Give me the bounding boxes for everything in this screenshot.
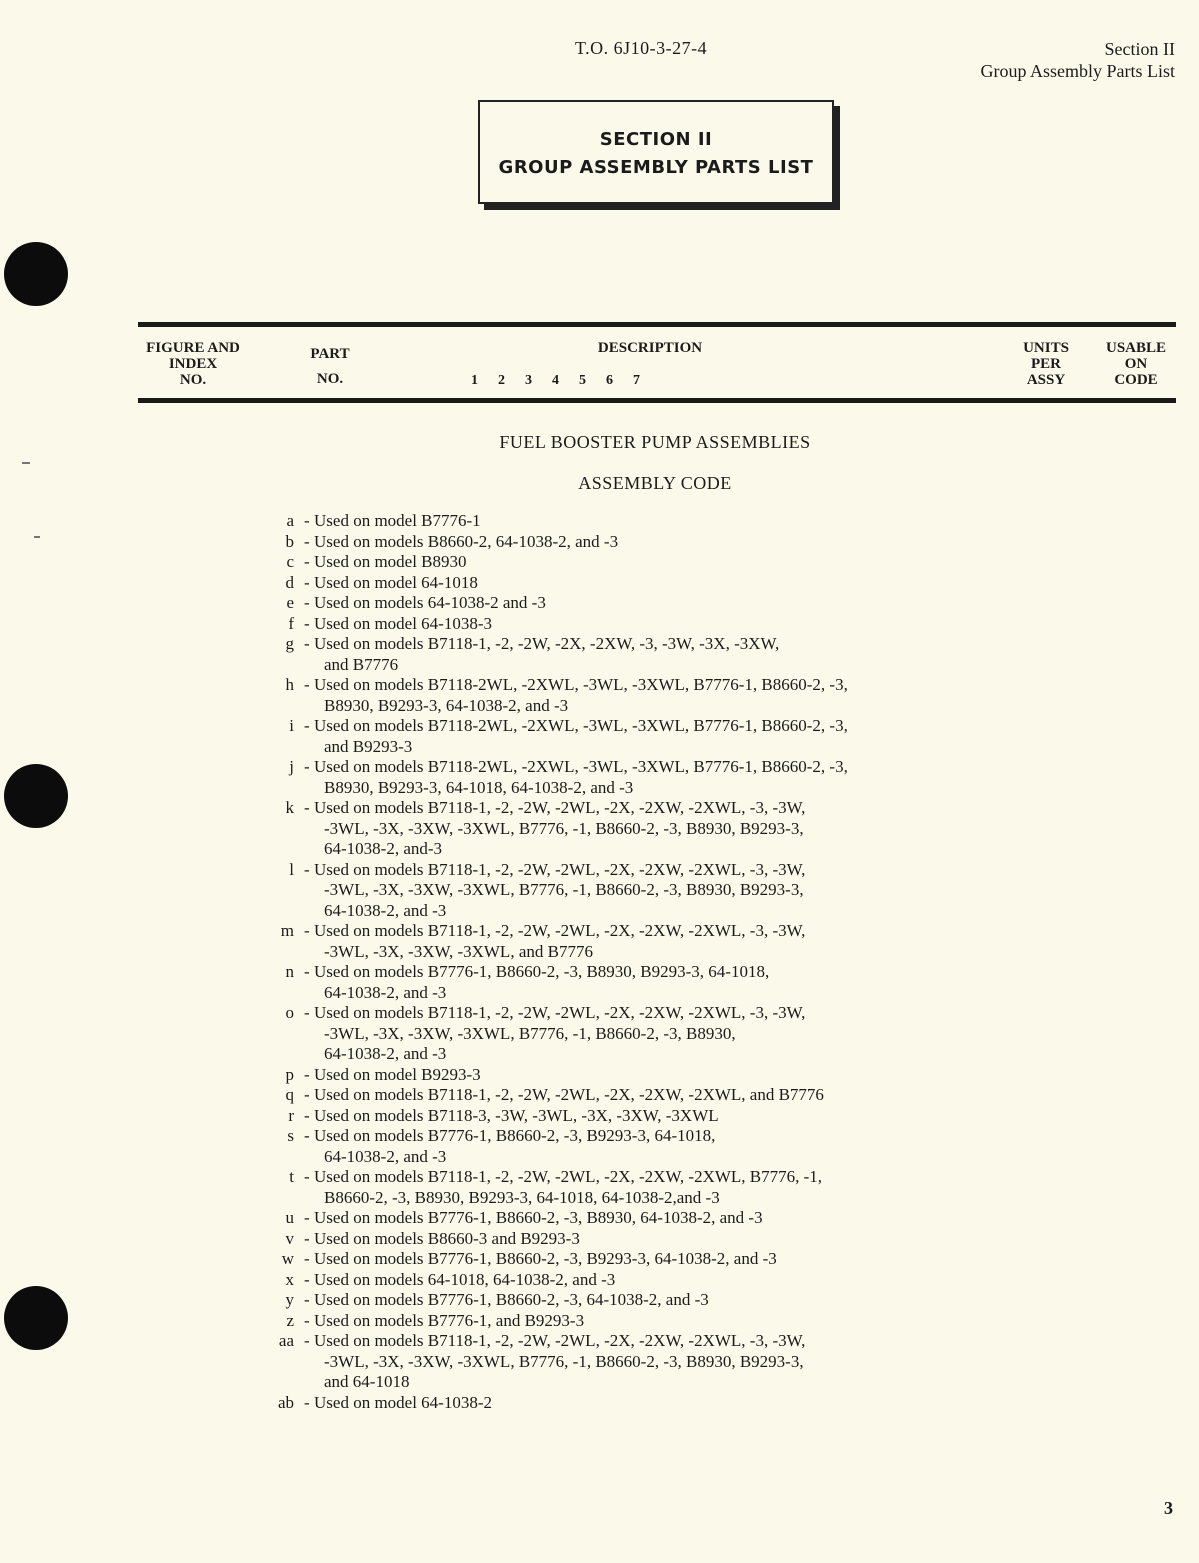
code-entry-continuation [258,1024,1044,1045]
code-description: 64-1038-2, and-3 [324,839,443,858]
code-entry-continuation [258,696,1044,717]
code-entry-continuation [258,880,1044,901]
sub-heading: ASSEMBLY CODE [578,473,732,493]
indent-level: 4 [552,373,559,388]
code-letter: l [289,859,294,879]
code-letter [258,983,304,1004]
code-description: Used on models B7776-1, and B9293-3 [314,1310,585,1330]
code-entry [258,634,1044,655]
code-letter [258,839,304,860]
code-description: 64-1038-2, and -3 [324,900,447,920]
code-letter: f [288,613,294,633]
code-separator: - [304,1105,310,1125]
code-description: Used on models B7118-1, -2, -2W, -2WL, -2X, -2XW, -2XWL, -3, -3W, [314,859,806,879]
code-description: and B9293-3 [324,736,413,756]
code-separator [304,839,314,860]
indent-level: 1 [471,373,478,388]
col-header-line: UNITS [1023,340,1069,356]
code-separator [304,1188,314,1209]
page-number: 3 [1164,1498,1173,1518]
code-letter [258,655,304,676]
col-header-line: NO. [316,371,344,387]
code-letter: w [281,1249,294,1268]
code-entry [258,1311,1044,1332]
col-header-line: ASSY [1026,372,1066,388]
code-separator: - [304,1064,310,1084]
code-separator: - [304,1331,310,1350]
code-entry [258,593,1044,614]
code-separator: - [304,1269,310,1289]
code-entry [258,1208,1044,1229]
running-header [980,38,1175,82]
code-description: B8930, B9293-3, 64-1038-2, and -3 [324,695,569,715]
code-separator [304,880,314,901]
code-description: 64-1038-2, and -3 [324,1146,447,1166]
code-description: Used on models B7118-2WL, -2XWL, -3WL, -3XWL, B7776-1, B8660-2, -3, [314,716,848,735]
code-separator: - [304,1249,310,1268]
col-header-figure-index [132,340,254,388]
code-separator: - [304,1228,310,1248]
indent-level: 3 [525,373,532,388]
code-separator [304,1147,314,1168]
code-letter [258,819,304,840]
code-letter: s [287,1126,294,1145]
code-letter [258,880,304,901]
indent-level: 7 [633,373,640,388]
code-description: and 64-1018 [324,1372,410,1391]
code-separator [304,778,314,799]
code-entry [258,1003,1044,1024]
code-description: Used on model 64-1018 [314,572,478,592]
code-separator: - [304,511,310,530]
code-letter: z [286,1310,294,1330]
code-separator: - [304,1310,310,1330]
code-description: Used on models B7776-1, B8660-2, -3, 64-1038-2, and -3 [314,1290,709,1309]
code-description: B8930, B9293-3, 64-1018, 64-1038-2, and -3 [324,777,634,797]
code-entry [258,962,1044,983]
code-separator [304,655,314,676]
code-letter [258,778,304,799]
code-description: Used on model 64-1038-3 [314,613,493,633]
code-description: Used on models B7776-1, B8660-2, -3, B9293-3, 64-1018, [314,1126,716,1145]
code-entry [258,552,1044,573]
code-separator [304,1044,314,1065]
code-entry [258,1106,1044,1127]
code-description: Used on models B7118-1, -2, -2W, -2WL, -2X, -2XW, -2XWL, -3, -3W, [314,921,806,940]
code-description: -3WL, -3X, -3XW, -3XWL, B7776, -1, B8660-2, -3, B8930, B9293-3, [324,818,804,838]
code-description: Used on models B7776-1, B8660-2, -3, B8930, 64-1038-2, and -3 [314,1208,763,1227]
code-letter: c [286,552,294,571]
code-letter: b [285,531,294,551]
code-separator: - [304,921,310,940]
code-description: Used on models B7776-1, B8660-2, -3, B9293-3, 64-1038-2, and -3 [314,1249,777,1268]
code-separator: - [304,613,310,633]
code-description: -3WL, -3X, -3XW, -3XWL, B7776, -1, B8660-2, -3, B8930, B9293-3, [324,880,804,899]
code-letter [258,1352,304,1373]
code-description: Used on models 64-1038-2 and -3 [314,593,546,612]
col-header-line: ON [1124,356,1148,372]
code-entry [258,532,1044,553]
col-header-units-per-assy [1010,340,1082,388]
code-separator: - [304,552,310,571]
col-header-line: FIGURE AND [146,340,240,356]
section-title: Group Assembly Parts List [980,61,1175,81]
code-entry [258,1290,1044,1311]
code-separator [304,983,314,1004]
code-letter: k [285,798,294,817]
code-letter: aa [278,1331,294,1350]
code-letter: u [285,1208,294,1227]
code-separator: - [304,572,310,592]
code-separator [304,942,314,963]
code-entry-continuation [258,1352,1044,1373]
table-header-rule-top [138,322,1176,327]
code-entry [258,1229,1044,1250]
code-entry [258,1331,1044,1352]
code-letter [258,901,304,922]
indent-level: 6 [606,373,613,388]
code-entry-continuation [258,737,1044,758]
code-separator [304,901,314,922]
code-entry-continuation [258,1147,1044,1168]
code-description: 64-1038-2, and -3 [324,982,447,1002]
code-separator [304,1352,314,1373]
code-entry-continuation [258,942,1044,963]
code-description: Used on model 64-1038-2 [314,1392,493,1412]
section-title-box [478,100,834,204]
code-separator [304,1372,314,1393]
code-entry [258,1167,1044,1188]
title-box-line-2: GROUP ASSEMBLY PARTS LIST [498,157,814,178]
code-entry-continuation [258,1188,1044,1209]
title-box-line-1: SECTION II [599,129,713,150]
code-separator: - [304,757,310,776]
col-header-line: NO. [179,372,207,388]
code-entry-continuation [258,819,1044,840]
code-description: Used on models B8660-2, 64-1038-2, and -3 [314,531,619,551]
code-separator: - [304,859,310,879]
section-label: Section II [1104,39,1175,59]
code-description: and B7776 [324,654,399,674]
code-description: Used on models 64-1018, 64-1038-2, and -3 [314,1269,616,1289]
code-letter: ab [277,1392,294,1412]
code-letter: p [285,1064,294,1084]
col-header-line: INDEX [168,356,218,372]
code-separator: - [304,798,310,817]
code-letter: h [285,675,294,694]
code-entry [258,757,1044,778]
col-header-line: PER [1031,356,1061,372]
indent-level: 5 [579,373,586,388]
scan-mark [34,536,40,538]
scan-mark [22,462,30,464]
col-header-part-no [290,346,370,387]
code-letter: v [285,1228,294,1248]
code-separator [304,737,314,758]
code-letter [258,1024,304,1045]
indent-level-numbers [471,371,660,389]
code-description: Used on model B8930 [314,552,467,571]
code-letter: e [286,593,294,612]
code-letter: n [285,962,294,981]
code-entry-continuation [258,901,1044,922]
code-separator: - [304,675,310,694]
assembly-code-list [258,511,1044,1413]
code-letter [258,1188,304,1209]
code-separator: - [304,634,310,653]
code-description: -3WL, -3X, -3XW, -3XWL, B7776, -1, B8660-2, -3, B8930, [324,1023,736,1043]
code-description: Used on models B7118-2WL, -2XWL, -3WL, -3XWL, B7776-1, B8660-2, -3, [314,757,848,776]
code-entry [258,1065,1044,1086]
code-letter: d [285,572,294,592]
code-letter [258,737,304,758]
code-entry [258,1270,1044,1291]
main-heading: FUEL BOOSTER PUMP ASSEMBLIES [499,432,811,452]
code-letter: m [280,921,294,940]
col-header-line: USABLE [1105,340,1167,356]
code-separator: - [304,531,310,551]
code-letter: j [289,757,294,776]
code-entry-continuation [258,839,1044,860]
code-description: Used on models B7118-1, -2, -2W, -2X, -2XW, -3, -3W, -3X, -3XW, [314,634,780,653]
code-entry [258,614,1044,635]
code-separator [304,696,314,717]
code-entry [258,675,1044,696]
code-separator: - [304,1208,310,1227]
code-separator: - [304,1126,310,1145]
code-entry [258,798,1044,819]
code-separator: - [304,1290,310,1309]
code-letter [258,1147,304,1168]
code-separator: - [304,1167,310,1186]
code-letter: t [289,1167,294,1186]
code-entry [258,1126,1044,1147]
table-header-rule-bottom [138,398,1176,403]
code-description: Used on models B7118-3, -3W, -3WL, -3X, -3XW, -3XWL [314,1105,719,1125]
code-description: Used on models B7118-1, -2, -2W, -2WL, -2X, -2XW, -2XWL, B7776, -1, [314,1167,823,1186]
code-entry [258,716,1044,737]
code-description: Used on models B7118-1, -2, -2W, -2WL, -2X, -2XW, -2XWL, -3, -3W, [314,1003,806,1022]
binder-hole-top [4,242,68,306]
code-letter [258,696,304,717]
code-separator: - [304,962,310,981]
code-letter: r [288,1105,294,1125]
code-description: Used on models B8660-3 and B9293-3 [314,1228,580,1248]
code-separator: - [304,1392,310,1412]
code-letter: a [286,511,294,530]
col-header-description: DESCRIPTION [597,340,703,356]
code-description: Used on models B7118-2WL, -2XWL, -3WL, -3XWL, B7776-1, B8660-2, -3, [314,675,848,694]
code-description: Used on models B7118-1, -2, -2W, -2WL, -2X, -2XW, -2XWL, and B7776 [314,1085,824,1104]
code-letter [258,1044,304,1065]
code-description: Used on models B7118-1, -2, -2W, -2WL, -2X, -2XW, -2XWL, -3, -3W, [314,1331,806,1350]
code-letter [258,942,304,963]
col-header-usable-on-code [1096,340,1176,388]
code-description: -3WL, -3X, -3XW, -3XWL, B7776, -1, B8660-2, -3, B8930, B9293-3, [324,1351,804,1371]
code-description: Used on model B9293-3 [314,1064,481,1084]
code-description: Used on model B7776-1 [314,511,481,530]
code-description: 64-1038-2, and -3 [324,1044,447,1063]
col-header-line: PART [310,346,350,362]
code-entry [258,1085,1044,1106]
code-letter: x [285,1269,294,1289]
code-separator [304,1024,314,1045]
code-letter: y [285,1290,294,1309]
code-separator: - [304,593,310,612]
code-entry [258,921,1044,942]
code-description: Used on models B7776-1, B8660-2, -3, B8930, B9293-3, 64-1018, [314,962,770,981]
col-header-line: CODE [1114,372,1158,388]
code-description: -3WL, -3X, -3XW, -3XWL, and B7776 [324,941,593,961]
code-description: Used on models B7118-1, -2, -2W, -2WL, -2X, -2XW, -2XWL, -3, -3W, [314,798,806,817]
code-entry-continuation [258,1372,1044,1393]
code-separator: - [304,1003,310,1022]
code-letter: i [289,716,294,735]
code-separator [304,819,314,840]
code-letter [258,1372,304,1393]
code-letter: o [285,1003,294,1022]
code-entry-continuation [258,1044,1044,1065]
code-separator: - [304,1085,310,1104]
binder-hole-bottom [4,1286,68,1350]
technical-order-number: T.O. 6J10-3-27-4 [575,38,708,58]
code-entry-continuation [258,983,1044,1004]
code-entry-continuation [258,655,1044,676]
code-entry [258,573,1044,594]
code-entry [258,511,1044,532]
code-entry [258,1249,1044,1270]
code-letter: g [285,634,294,653]
code-letter: q [285,1085,294,1104]
code-entry [258,1393,1044,1414]
indent-level: 2 [498,373,505,388]
code-description: B8660-2, -3, B8930, B9293-3, 64-1018, 64-1038-2,and -3 [324,1187,720,1207]
binder-hole-middle [4,764,68,828]
code-entry-continuation [258,778,1044,799]
code-entry [258,860,1044,881]
code-separator: - [304,716,310,735]
